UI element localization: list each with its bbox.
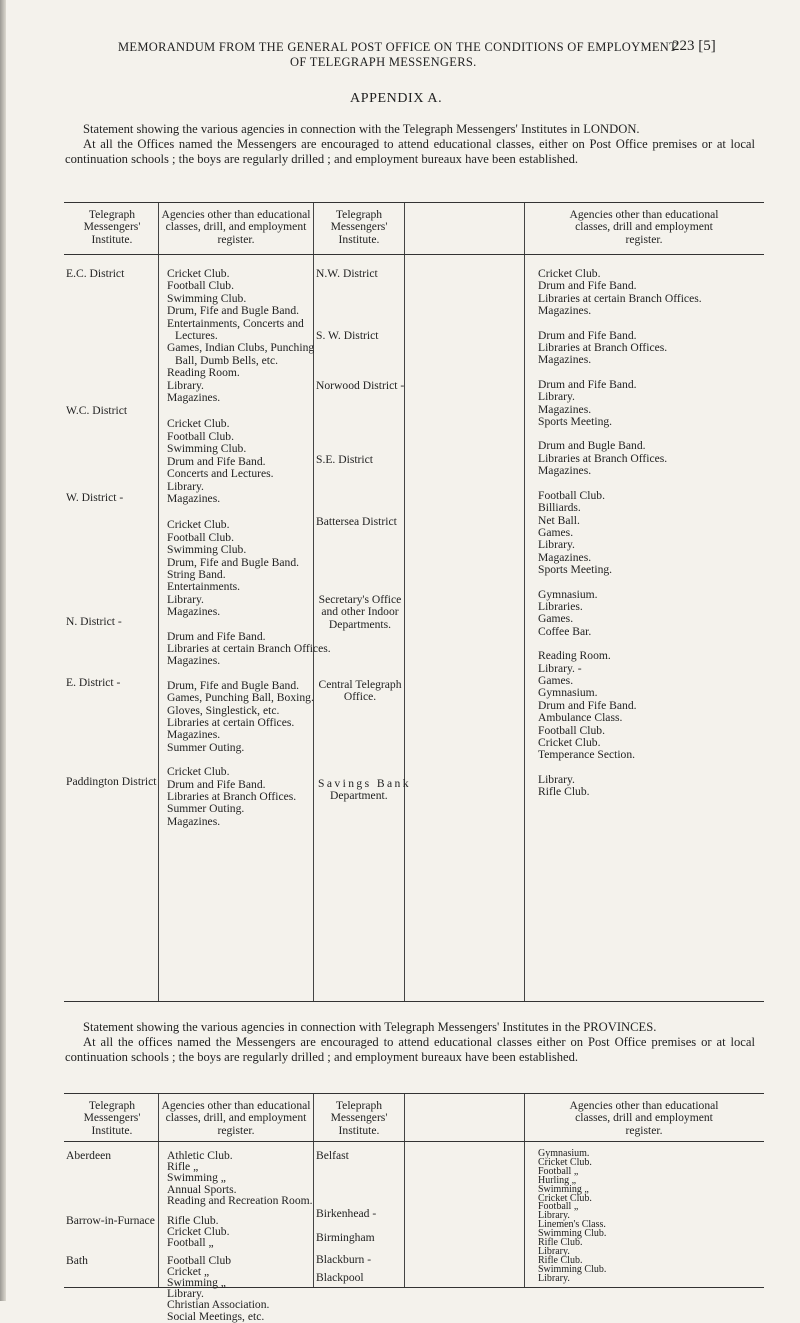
- list-item: Social Meetings, etc.: [167, 1309, 265, 1323]
- list-item: Swimming „: [167, 1171, 226, 1185]
- list-item: Summer Outing.: [167, 802, 245, 816]
- district-label: N. District -: [66, 615, 122, 628]
- list-item: Cricket Club.: [538, 1156, 592, 1168]
- list-item: Drum and Bugle Band.: [538, 439, 646, 453]
- list-item: Drum and Fife Band.: [167, 777, 266, 791]
- london-intro-statement: Statement showing the various agencies in connection with the Telegraph Messengers' Institutes in LONDON.: [83, 122, 640, 136]
- list-item: Reading Room.: [167, 366, 240, 380]
- list-item: Libraries at Branch Offices.: [538, 341, 668, 355]
- list-item: Magazines.: [538, 304, 592, 318]
- list-item: Drum, Fife and Bugle Band.: [167, 304, 300, 318]
- list-item: Sports Meeting.: [538, 415, 613, 429]
- list-item: Magazines.: [167, 491, 221, 505]
- list-item: Rifle „: [167, 1160, 199, 1174]
- list-item: Rifle Club.: [538, 1254, 583, 1266]
- list-item: Cricket „: [167, 1264, 210, 1278]
- town-label: Blackburn -: [316, 1253, 372, 1266]
- list-item: Cricket Club.: [167, 267, 230, 280]
- list-item: Gymnasium.: [538, 1148, 590, 1159]
- list-item: Drum and Fife Band.: [538, 279, 637, 293]
- london-col-divider-3: [404, 203, 405, 1001]
- list-item: Summer Outing.: [167, 740, 245, 754]
- list-item: Lectures.: [175, 329, 218, 343]
- district-label: Paddington District: [66, 775, 157, 788]
- list-item: Drum and Fife Band.: [167, 629, 266, 643]
- list-item: Cricket Club.: [167, 1225, 230, 1239]
- list-item: Football „: [538, 1165, 579, 1177]
- list-item: Magazines.: [167, 605, 221, 619]
- appendix-heading: APPENDIX A.: [350, 91, 443, 106]
- london-table-bottom-rule: [64, 1001, 764, 1002]
- page-number: 223 [5]: [672, 38, 716, 54]
- list-item: Rifle Club.: [538, 785, 590, 799]
- list-item: Sports Meeting.: [538, 563, 613, 577]
- list-item: Library.: [167, 479, 204, 493]
- list-item: Magazines.: [167, 654, 221, 668]
- provinces-table-top-rule: [64, 1093, 764, 1094]
- london-intro: [65, 122, 755, 167]
- list-item: Swimming Club.: [167, 291, 247, 305]
- list-item: Games.: [538, 525, 574, 539]
- list-item: Football Club.: [538, 723, 605, 737]
- list-item: Temperance Section.: [538, 748, 636, 762]
- provinces-right-agencies: [538, 1150, 606, 1284]
- binding-edge: [0, 0, 6, 1301]
- list-item: Magazines.: [538, 353, 592, 367]
- list-item: Libraries.: [538, 599, 583, 613]
- district-label: E. District -: [66, 676, 121, 689]
- list-item: Reading and Recreation Room.: [167, 1193, 313, 1207]
- list-item: Ball, Dumb Bells, etc.: [175, 353, 279, 367]
- district-label: E.C. District: [66, 267, 125, 280]
- list-item: Rifle Club.: [167, 1214, 219, 1228]
- provinces-header-institute: Telegraph Messengers' Institute.: [83, 1099, 141, 1137]
- london-right-agencies: [538, 268, 702, 799]
- list-item: Swimming Club.: [167, 442, 247, 456]
- list-item: Swimming „: [167, 1276, 226, 1290]
- list-item: Cricket Club.: [167, 518, 230, 532]
- town-label: Barrow-in-Furnace: [66, 1214, 155, 1227]
- list-item: Libraries at certain Branch Offices.: [167, 641, 331, 655]
- list-item: Magazines.: [167, 814, 221, 828]
- list-item: Drum, Fife and Bugle Band.: [167, 678, 300, 692]
- list-item: Drum and Fife Band.: [538, 328, 637, 342]
- provinces-header-agencies-2: Agencies other than educational classes, drill and employment register.: [569, 1099, 719, 1137]
- list-item: Christian Association.: [167, 1298, 270, 1312]
- list-item: Football „: [538, 1201, 579, 1213]
- london-header-agencies-2: Agencies other than educational classes, drill and employment register.: [569, 208, 719, 246]
- list-item: Magazines.: [538, 550, 592, 564]
- provinces-col-divider-4: [524, 1094, 525, 1287]
- list-item: Magazines.: [538, 464, 592, 478]
- list-item: Library.: [538, 1245, 570, 1257]
- list-item: Swimming Club.: [538, 1263, 607, 1275]
- list-item: Library.: [538, 538, 575, 552]
- list-item: Library.: [167, 1287, 204, 1301]
- list-item: Annual Sports.: [167, 1182, 237, 1196]
- list-item: Drum and Fife Band.: [167, 454, 266, 468]
- london-table-top-rule: [64, 202, 764, 203]
- list-item: Games.: [538, 612, 574, 626]
- list-item: Concerts and Lectures.: [167, 467, 274, 481]
- provinces-col-divider-1: [158, 1094, 159, 1287]
- list-item: Ambulance Class.: [538, 711, 623, 725]
- list-item: Library.: [167, 378, 204, 392]
- list-item: Library.: [167, 592, 204, 606]
- list-item: Coffee Bar.: [538, 624, 592, 638]
- list-item: Cricket Club.: [167, 417, 230, 431]
- list-item: Library.: [538, 390, 575, 404]
- department-label: Central Telegraph Office.: [318, 678, 402, 704]
- list-item: Swimming Club.: [167, 543, 247, 557]
- provinces-intro-conditions: At all the offices named the Messengers are encouraged to attend educational classes either on Post Office premises or at local continuation schools ; the boys are regularly drilled ; and employment bureaux have been established.: [65, 1035, 755, 1064]
- list-item: Magazines.: [167, 728, 221, 742]
- district-label: Battersea District: [316, 515, 397, 528]
- list-item: Reading Room.: [538, 649, 611, 663]
- town-label: Belfast: [316, 1149, 349, 1162]
- london-header-institute-2: Telegraph Messengers' Institute.: [330, 208, 388, 246]
- list-item: Linemen's Class.: [538, 1219, 606, 1231]
- memorandum-title: MEMORANDUM FROM THE GENERAL POST OFFICE ON THE CONDITIONS OF EMPLOYMENT: [118, 40, 678, 54]
- provinces-left-agencies: [167, 1150, 313, 1322]
- town-label: Birmingham: [316, 1231, 375, 1244]
- list-item: Net Ball.: [538, 513, 580, 527]
- list-item: Gloves, Singlestick, etc.: [167, 703, 280, 717]
- town-label: Blackpool: [316, 1271, 364, 1284]
- list-item: Cricket Club.: [167, 765, 230, 779]
- list-item: Drum and Fife Band.: [538, 377, 637, 391]
- list-item: Library.: [538, 1272, 570, 1284]
- list-item: Libraries at Branch Offices.: [538, 451, 668, 465]
- london-left-agencies: [167, 268, 331, 828]
- list-item: Libraries at certain Branch Offices.: [538, 291, 702, 305]
- list-item: Library.: [538, 1210, 570, 1222]
- list-item: Libraries at certain Offices.: [167, 716, 295, 729]
- district-label: N.W. District: [316, 267, 378, 280]
- london-col-divider-1: [158, 203, 159, 1001]
- list-item: Gymnasium.: [538, 686, 598, 700]
- list-item: Cricket Club.: [538, 267, 601, 280]
- provinces-col-divider-3: [404, 1094, 405, 1287]
- list-item: Cricket Club.: [538, 736, 601, 749]
- provinces-intro-statement: Statement showing the various agencies in connection with Telegraph Messengers' Institutes in the PROVINCES.: [83, 1020, 657, 1034]
- town-label: Birkenhead -: [316, 1207, 377, 1220]
- list-item: Gymnasium.: [538, 587, 598, 601]
- list-item: Football Club.: [167, 429, 234, 443]
- list-item: Libraries at Branch Offices.: [167, 790, 297, 804]
- list-item: Football Club.: [538, 488, 605, 502]
- list-item: Games.: [538, 673, 574, 687]
- list-item: Entertainments.: [167, 580, 241, 594]
- town-label: Bath: [66, 1254, 88, 1267]
- list-item: Football „: [167, 1236, 214, 1250]
- district-label: S. W. District: [316, 329, 379, 342]
- list-item: Games, Indian Clubs, Punching: [167, 341, 315, 355]
- london-header-institute: Telegraph Messengers' Institute.: [83, 208, 141, 246]
- list-item: Football Club: [167, 1253, 232, 1267]
- list-item: Football Club.: [167, 530, 234, 544]
- list-item: Library.: [538, 772, 575, 786]
- list-item: Football Club.: [167, 279, 234, 293]
- list-item: Billiards.: [538, 501, 581, 515]
- list-item: Cricket Club.: [538, 1192, 592, 1204]
- provinces-header-agencies: Agencies other than educational classes, drill, and employment register.: [161, 1099, 311, 1137]
- list-item: Swimming „: [538, 1183, 589, 1195]
- list-item: Library. -: [538, 661, 582, 675]
- town-label: Aberdeen: [66, 1149, 112, 1162]
- list-item: Games, Punching Ball, Boxing.: [167, 691, 314, 705]
- list-item: Magazines.: [167, 391, 221, 405]
- london-col-divider-4: [524, 203, 525, 1001]
- provinces-header-rule: [64, 1141, 764, 1142]
- department-label: Secretary's Office and other Indoor Departments.: [318, 593, 402, 631]
- district-label: W. District -: [66, 491, 124, 504]
- department-label: Savings Bank: [318, 777, 411, 790]
- list-item: Entertainments, Concerts and: [167, 316, 304, 330]
- list-item: Magazines.: [538, 402, 592, 416]
- london-intro-conditions: At all the Offices named the Messengers are encouraged to attend educational classes, either on Post Office premises or at local continuation schools ; the boys are regularly drilled ; and employment bureaux have been established.: [65, 137, 755, 166]
- memorandum-subtitle: OF TELEGRAPH MESSENGERS.: [290, 55, 477, 69]
- provinces-intro: [65, 1020, 755, 1065]
- department-label: Department.: [330, 789, 388, 802]
- list-item: Hurling „: [538, 1174, 577, 1186]
- list-item: Rifle Club.: [538, 1237, 583, 1249]
- district-label: Norwood District -: [316, 379, 405, 392]
- london-header-rule: [64, 254, 764, 255]
- list-item: Drum, Fife and Bugle Band.: [167, 555, 300, 569]
- list-item: String Band.: [167, 567, 226, 581]
- district-label: W.C. District: [66, 404, 128, 417]
- provinces-header-institute-2: Telepraph Messengers' Institute.: [330, 1099, 388, 1137]
- list-item: Swimming Club.: [538, 1228, 607, 1240]
- list-item: Drum and Fife Band.: [538, 698, 637, 712]
- district-label: S.E. District: [316, 453, 374, 466]
- london-header-agencies: Agencies other than educational classes, drill, and employment register.: [161, 208, 311, 246]
- list-item: Athletic Club.: [167, 1149, 233, 1162]
